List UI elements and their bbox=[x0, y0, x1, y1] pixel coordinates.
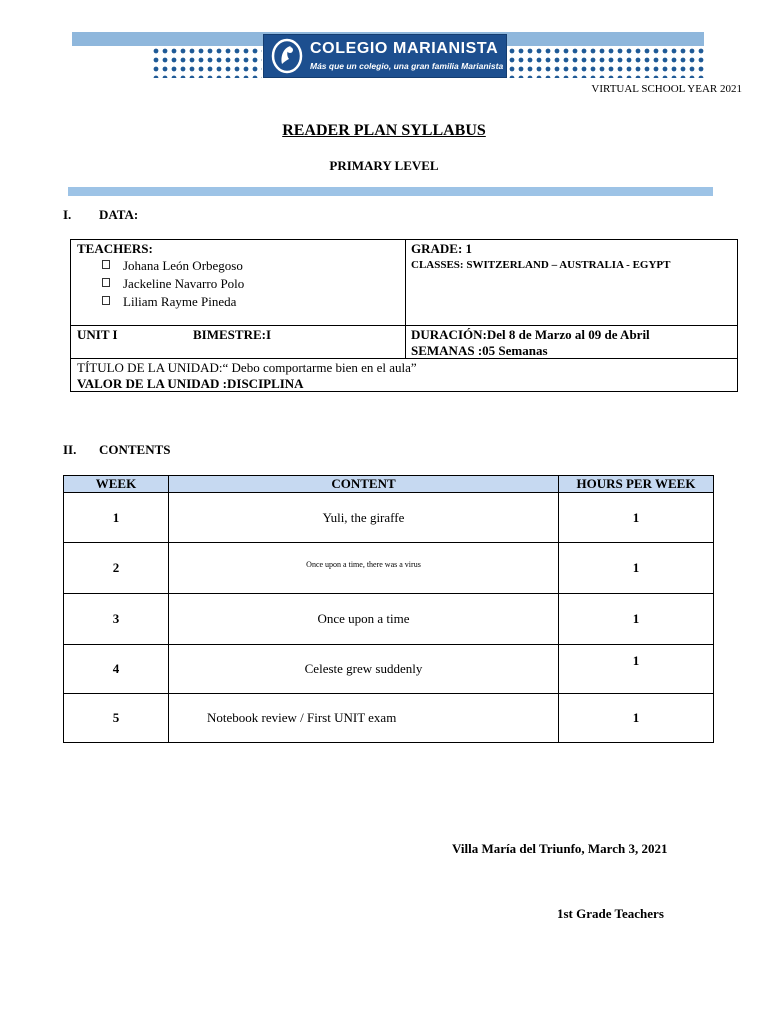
grade-value: GRADE: 1 bbox=[411, 241, 473, 256]
unit-value: UNIT I bbox=[77, 327, 118, 342]
hours-cell: 1 bbox=[559, 543, 714, 594]
teacher-name-3: Liliam Rayme Pineda bbox=[123, 294, 237, 309]
decorative-dots-left bbox=[152, 46, 262, 78]
school-logo bbox=[263, 34, 507, 78]
section-2-label: CONTENTS bbox=[99, 442, 171, 457]
table-row bbox=[64, 493, 714, 543]
school-year-label: VIRTUAL SCHOOL YEAR 2021 bbox=[591, 83, 742, 95]
unit-value-row: VALOR DE LA UNIDAD :DISCIPLINA bbox=[77, 376, 304, 391]
content-cell: Yuli, the giraffe bbox=[169, 493, 559, 543]
document-title: READER PLAN SYLLABUS bbox=[282, 122, 486, 139]
signature-place-date: Villa María del Triunfo, March 3, 2021 bbox=[452, 841, 668, 856]
school-name: COLEGIO MARIANISTA bbox=[310, 40, 499, 57]
teacher-bullet-3 bbox=[102, 296, 110, 305]
teacher-bullet-2 bbox=[102, 278, 110, 287]
table-row bbox=[64, 645, 714, 694]
data-table-hdivider-1 bbox=[71, 325, 737, 326]
section-divider bbox=[68, 187, 713, 196]
table-row bbox=[64, 594, 714, 645]
data-table-vdivider bbox=[405, 240, 406, 359]
contents-table bbox=[63, 475, 714, 743]
hours-cell: 1 bbox=[559, 594, 714, 645]
content-cell: Celeste grew suddenly bbox=[169, 645, 559, 694]
content-cell: Once upon a time, there was a virus bbox=[169, 543, 559, 594]
section-1-number: I. bbox=[63, 207, 72, 222]
teacher-name-1: Johana León Orbegoso bbox=[123, 258, 243, 273]
teachers-label: TEACHERS: bbox=[77, 241, 153, 256]
hours-cell: 1 bbox=[559, 694, 714, 743]
semanas-value: SEMANAS :05 Semanas bbox=[411, 343, 548, 358]
content-cell: Notebook review / First UNIT exam bbox=[169, 694, 559, 743]
data-table-hdivider-2 bbox=[71, 358, 737, 359]
data-table bbox=[70, 239, 738, 392]
document-subtitle: PRIMARY LEVEL bbox=[329, 158, 439, 173]
content-cell: Once upon a time bbox=[169, 594, 559, 645]
school-emblem-icon bbox=[270, 38, 304, 74]
week-cell: 4 bbox=[64, 645, 169, 694]
section-1-label: DATA: bbox=[99, 207, 139, 222]
school-tagline: Más que un colegio, una gran familia Marianista bbox=[310, 61, 504, 71]
signature-signer: 1st Grade Teachers bbox=[557, 906, 664, 921]
teacher-bullet-1 bbox=[102, 260, 110, 269]
hours-cell: 1 bbox=[559, 645, 714, 694]
decorative-dots-right bbox=[508, 46, 704, 78]
unit-title-value: “ Debo comportarme bien en el aula” bbox=[222, 360, 417, 375]
section-2-number: II. bbox=[63, 442, 77, 457]
header-content: CONTENT bbox=[169, 476, 559, 493]
table-row bbox=[64, 694, 714, 743]
week-cell: 5 bbox=[64, 694, 169, 743]
contents-header-row bbox=[64, 476, 714, 493]
week-cell: 2 bbox=[64, 543, 169, 594]
unit-title-label: TÍTULO DE LA UNIDAD: bbox=[77, 360, 223, 375]
header-week: WEEK bbox=[64, 476, 169, 493]
bimestre-value: BIMESTRE:I bbox=[193, 327, 272, 342]
classes-value: CLASSES: SWITZERLAND – AUSTRALIA - EGYPT bbox=[411, 259, 671, 271]
week-cell: 1 bbox=[64, 493, 169, 543]
duracion-value: DURACIÓN:Del 8 de Marzo al 09 de Abril bbox=[411, 327, 650, 342]
header-hours: HOURS PER WEEK bbox=[559, 476, 714, 493]
teacher-name-2: Jackeline Navarro Polo bbox=[123, 276, 245, 291]
week-cell: 3 bbox=[64, 594, 169, 645]
hours-cell: 1 bbox=[559, 493, 714, 543]
unit-title-row bbox=[77, 360, 417, 376]
table-row bbox=[64, 543, 714, 594]
